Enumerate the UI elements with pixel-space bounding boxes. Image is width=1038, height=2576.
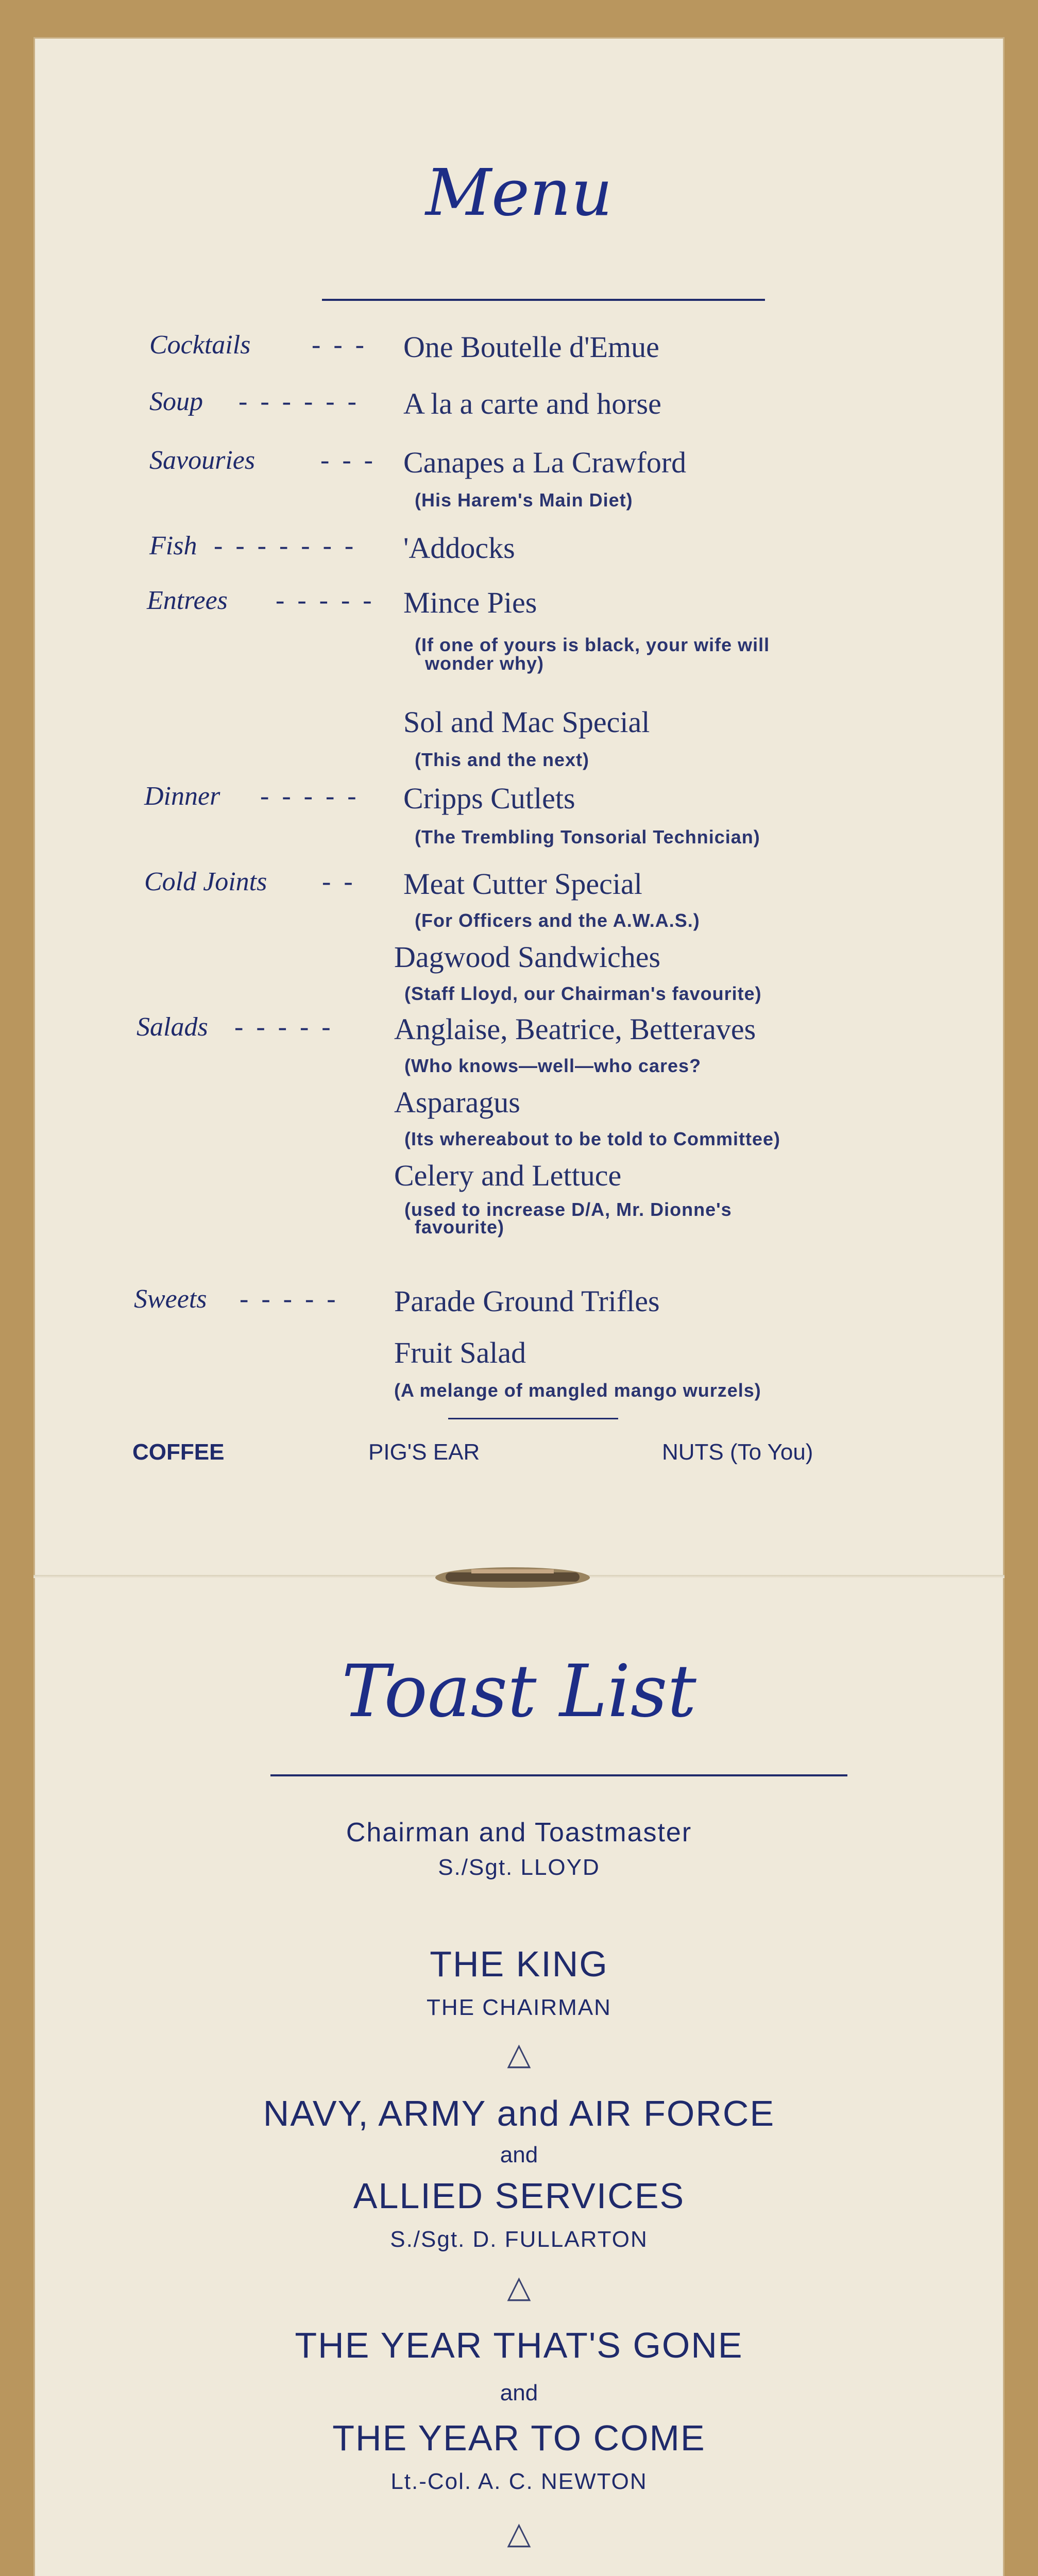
dish: Meat Cutter Special <box>403 867 642 901</box>
dish: One Boutelle d'Emue <box>403 330 659 364</box>
course-savouries <box>33 445 1005 511</box>
toast-3-line2: THE YEAR TO COME <box>332 2418 706 2458</box>
course-dash: - - - <box>320 446 376 475</box>
course-dash: - - - - - <box>240 1284 339 1314</box>
course-name: Savouries <box>149 446 256 475</box>
dish: Mince Pies <box>403 586 537 619</box>
separator-triangle-icon: △ <box>507 2269 531 2304</box>
toast-title: Toast List <box>342 1650 696 1734</box>
toast-2-line2: ALLIED SERVICES <box>353 2176 685 2216</box>
dish: Canapes a La Crawford <box>403 446 687 479</box>
course-name: Cocktails <box>149 330 251 360</box>
dish-note-2: (A melange of mangled mango wurzels) <box>394 1380 761 1401</box>
course-fish <box>33 531 1005 577</box>
toast-3: THE YEAR THAT'S GONE <box>295 2325 743 2365</box>
course-cocktails <box>33 330 1005 376</box>
course-name: Entrees <box>147 586 228 615</box>
staple-clip <box>425 1557 600 1596</box>
course-name: Dinner <box>144 782 220 811</box>
dish-note: (Who knows—well—who cares? <box>404 1055 702 1076</box>
course-entrees <box>33 585 1005 770</box>
course-dash: - - - - - - <box>239 387 360 416</box>
course-dash: - - - - - - - <box>214 531 357 561</box>
dish-note-2: (This and the next) <box>415 749 590 770</box>
course-salads <box>33 1012 1005 1238</box>
separator-triangle-icon: △ <box>507 2516 531 2550</box>
course-dash: - - - - - <box>260 782 360 811</box>
course-cold-joints <box>33 867 1005 1004</box>
course-dash: - - - <box>312 330 367 360</box>
dish-note: (The Trembling Tonsorial Technician) <box>415 826 760 848</box>
course-dash: - - <box>322 867 356 896</box>
course-dinner <box>33 781 1005 848</box>
course-sweets <box>33 1284 1005 1401</box>
toast-2-by: S./Sgt. D. FULLARTON <box>390 2227 648 2252</box>
dish: Cripps Cutlets <box>403 782 575 815</box>
dish: Anglaise, Beatrice, Betteraves <box>394 1012 756 1046</box>
separator-triangle-icon: △ <box>507 2037 531 2071</box>
extras-rule <box>448 1418 618 1419</box>
extra-nuts: NUTS (To You) <box>662 1439 813 1465</box>
toast-title-rule <box>270 1774 847 1776</box>
extra-pigs-ear: PIG'S EAR <box>368 1439 480 1465</box>
course-soup <box>33 386 1005 433</box>
toast-2-and: and <box>500 2142 538 2167</box>
chairman-label: Chairman and Toastmaster <box>346 1818 692 1848</box>
dish-2: Asparagus <box>394 1086 520 1119</box>
course-dash: - - - - - <box>234 1012 334 1042</box>
menu-title-rule <box>322 299 765 301</box>
dish-2: Fruit Salad <box>394 1336 526 1369</box>
dish-note-cont: wonder why) <box>425 653 544 674</box>
dish-note: (His Harem's Main Diet) <box>415 489 633 511</box>
dish: Parade Ground Trifles <box>394 1284 660 1318</box>
dish: 'Addocks <box>403 531 515 565</box>
dish-note-2: (Staff Lloyd, our Chairman's favourite) <box>404 983 762 1004</box>
course-name: Fish <box>149 531 197 561</box>
dish-2: Sol and Mac Special <box>403 705 650 739</box>
dish-note: (If one of yours is black, your wife will <box>415 634 770 655</box>
extra-coffee: COFFEE <box>132 1439 225 1465</box>
menu-card <box>33 37 1005 2576</box>
dish-note: (For Officers and the A.W.A.S.) <box>415 910 700 931</box>
course-dash: - - - - - <box>276 586 375 615</box>
toast-3-and: and <box>500 2380 538 2405</box>
dish-note-2: (Its whereabout to be told to Committee) <box>404 1128 780 1149</box>
dish-note-3: (used to increase D/A, Mr. Dionne's <box>404 1199 732 1220</box>
course-name: Cold Joints <box>144 867 267 896</box>
course-name: Soup <box>149 387 203 416</box>
course-name: Salads <box>137 1012 208 1042</box>
toast-1: THE KING <box>430 1944 608 1984</box>
toast-3-by: Lt.-Col. A. C. NEWTON <box>390 2469 648 2494</box>
course-name: Sweets <box>134 1284 207 1314</box>
dish-3: Celery and Lettuce <box>394 1159 622 1192</box>
dish: A la a carte and horse <box>403 387 661 420</box>
dish-note-3-cont: favourite) <box>415 1216 505 1238</box>
menu-title: Menu <box>426 156 612 230</box>
toast-1-by: THE CHAIRMAN <box>427 1995 611 2020</box>
dish-2: Dagwood Sandwiches <box>394 940 661 974</box>
chairman-name: S./Sgt. LLOYD <box>438 1855 600 1880</box>
toast-2: NAVY, ARMY and AIR FORCE <box>263 2093 775 2133</box>
